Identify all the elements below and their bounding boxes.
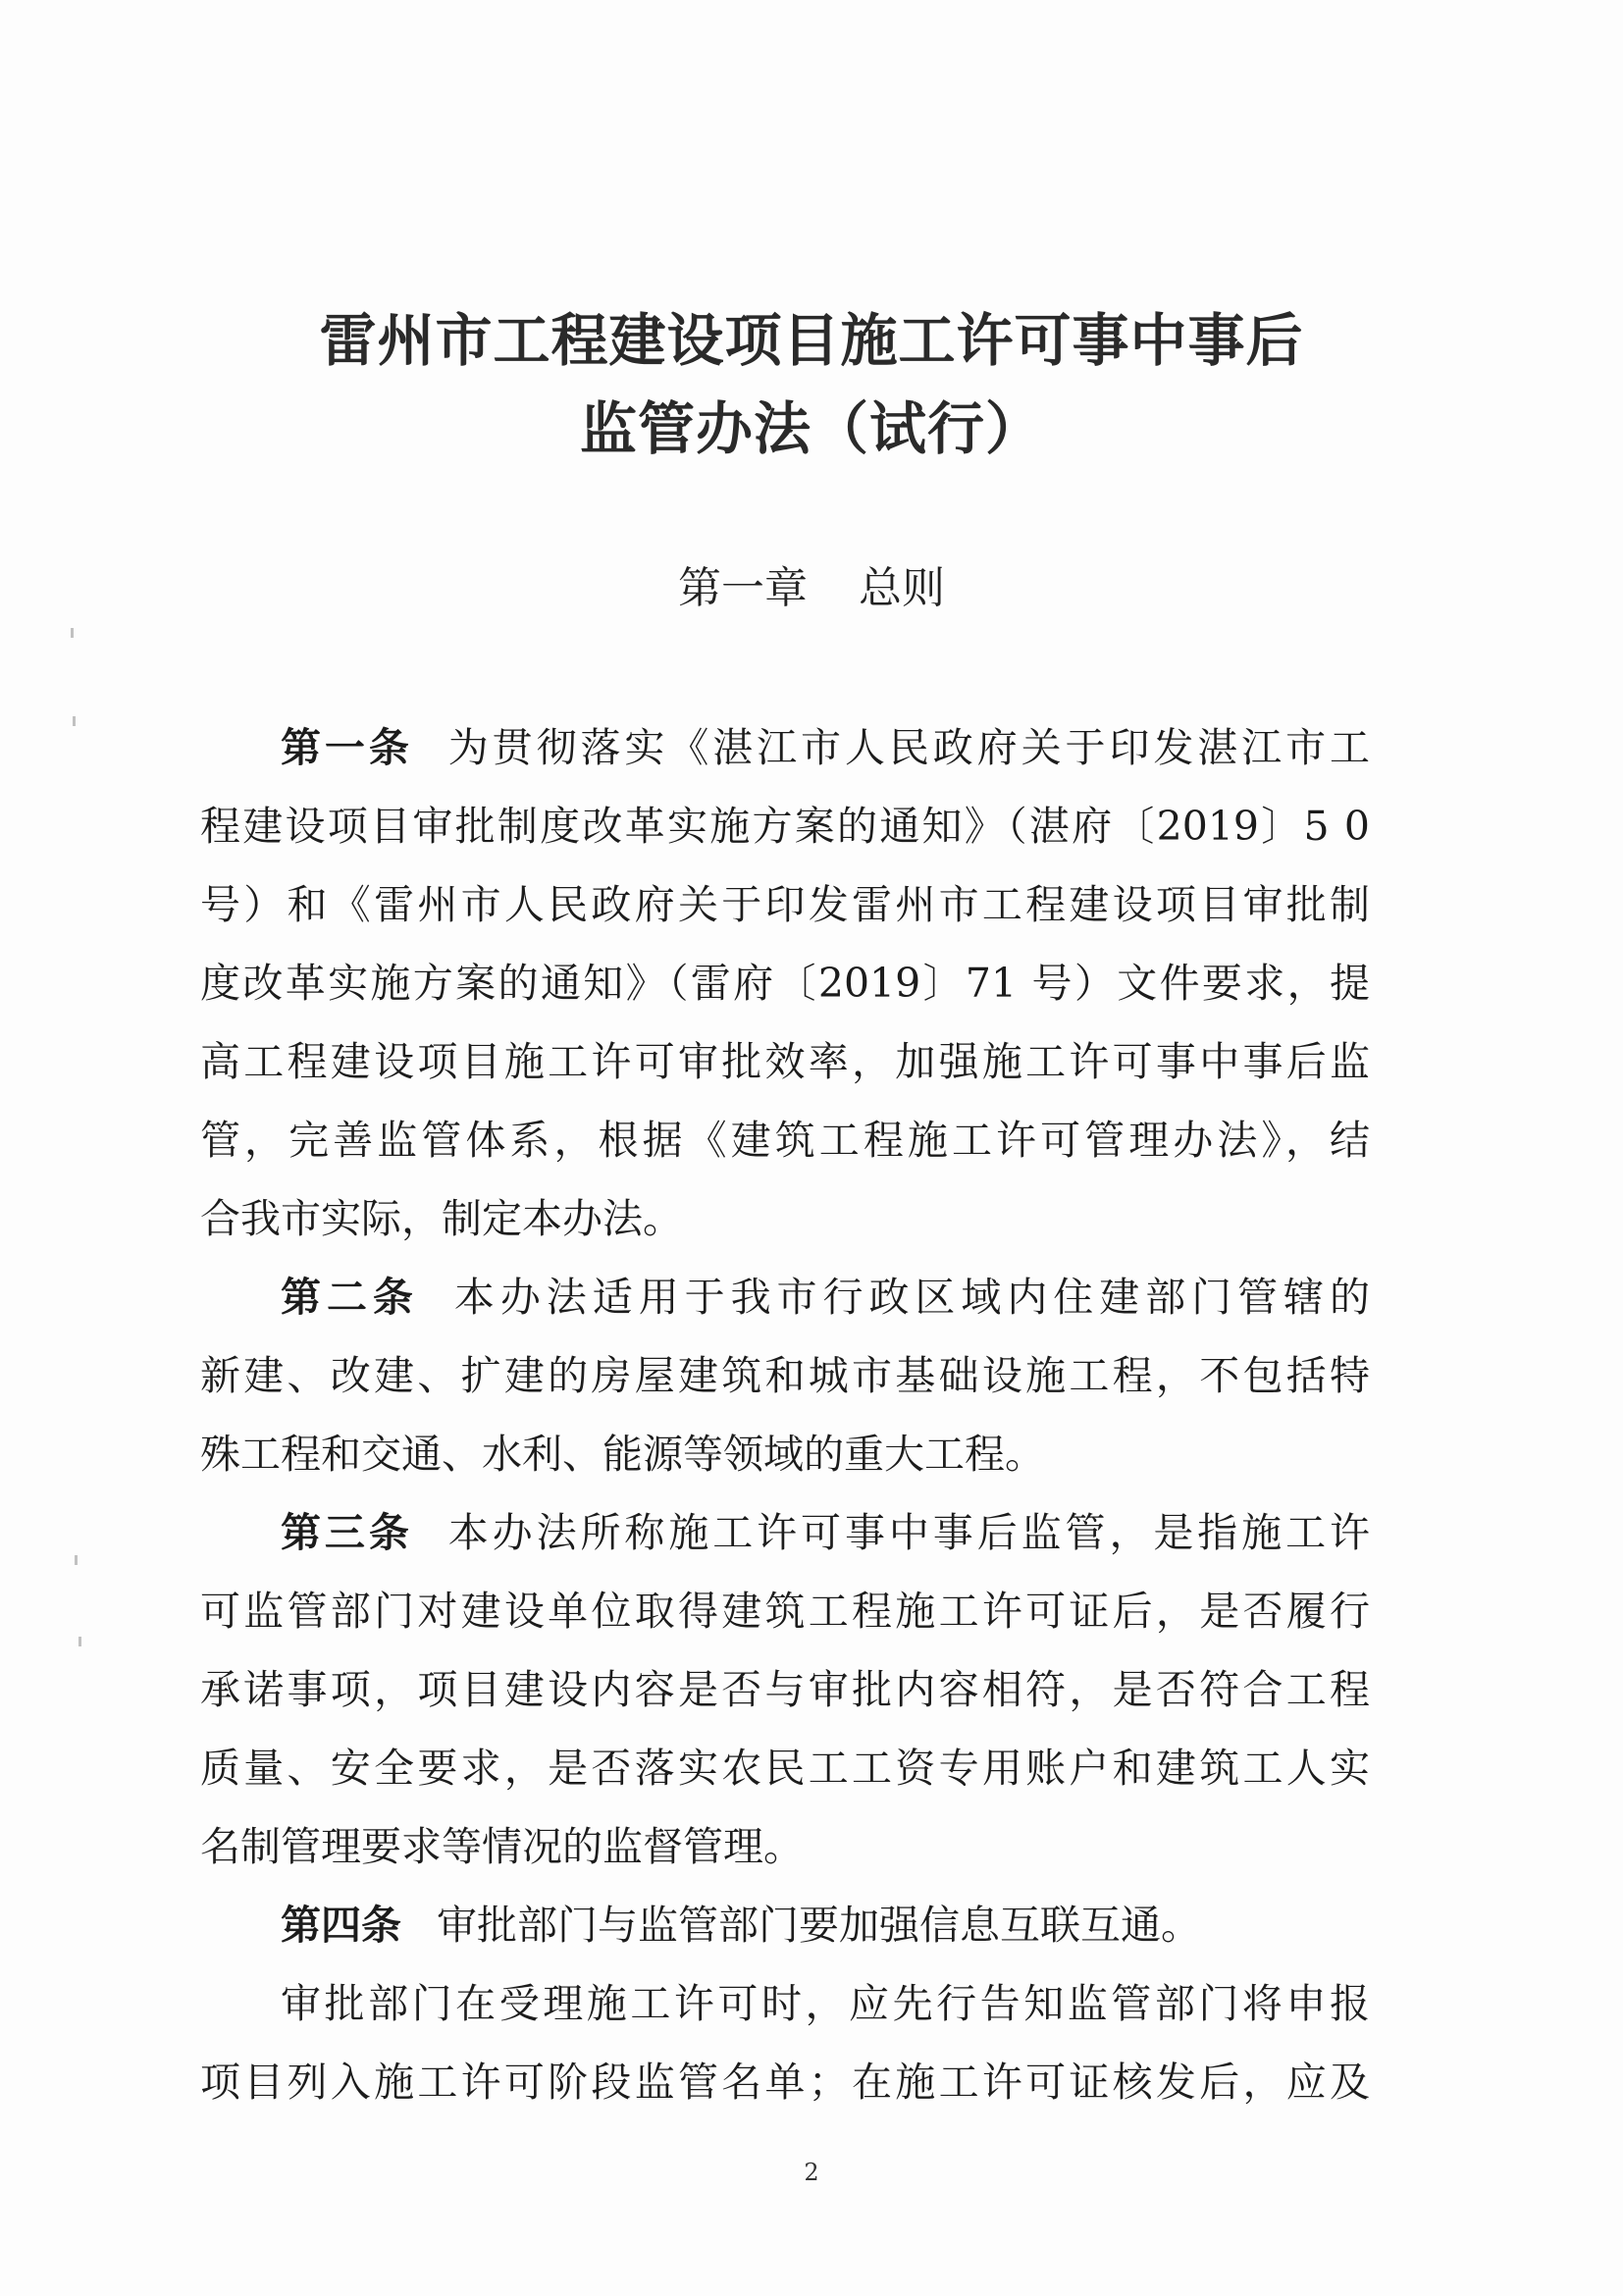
article-2-line-1	[200, 1274, 1371, 1321]
article-1-line-6: 管，完善监管体系，根据《建筑工程施工许可管理办法》，结	[200, 1117, 1370, 1164]
document-title-line-1: 雷州市工程建设项目施工许可事中事后	[319, 307, 1304, 374]
trailing-paragraph-line-1	[200, 1980, 1370, 2027]
document-title-line-2: 监管办法（试行）	[579, 395, 1043, 462]
article-1-line-5: 高工程建设项目施工许可审批效率，加强施工许可事中事后监	[200, 1038, 1370, 1085]
article-1-label: 第一条	[281, 724, 413, 771]
article-4-line-1	[200, 1902, 1370, 1949]
article-3-line-3: 承诺事项，项目建设内容是否与审批内容相符，是否符合工程	[200, 1666, 1370, 1713]
page-number: 2	[804, 2159, 819, 2186]
article-2-line-3: 殊工程和交通、水利、能源等领域的重大工程。	[200, 1431, 1045, 1478]
scan-mark	[75, 1555, 78, 1565]
article-4-text: 审批部门与监管部门要加强信息互联互通。	[437, 1902, 1201, 1949]
chapter-heading	[0, 563, 1623, 613]
article-1-line-3: 号）和《雷州市人民政府关于印发雷州市工程建设项目审批制	[200, 881, 1370, 928]
scan-mark	[79, 1637, 81, 1646]
article-3-line-2: 可监管部门对建设单位取得建筑工程施工许可证后，是否履行	[200, 1588, 1370, 1635]
article-1-line-2: 程建设项目审批制度改革实施方案的通知》（湛府〔2019〕5 0	[200, 803, 1370, 850]
article-3-line-4: 质量、安全要求，是否落实农民工工资专用账户和建筑工人实	[200, 1745, 1370, 1792]
article-1-line-4: 度改革实施方案的通知》（雷府〔2019〕71 号）文件要求，提	[200, 960, 1370, 1007]
article-4-label: 第四条	[281, 1902, 401, 1949]
trailing-paragraph-text: 审批部门在受理施工许可时，应先行告知监管部门将申报	[281, 1980, 1370, 2027]
article-1-line-7: 合我市实际，制定本办法。	[200, 1195, 683, 1242]
article-1-line-1	[200, 724, 1371, 771]
trailing-paragraph-line-2: 项目列入施工许可阶段监管名单；在施工许可证核发后，应及	[200, 2059, 1370, 2106]
chapter-label: 第一章	[678, 563, 808, 613]
chapter-name: 总则	[859, 563, 945, 613]
article-2-text: 本办法适用于我市行政区域内住建部门管辖的	[453, 1274, 1371, 1321]
article-2-line-2: 新建、改建、扩建的房屋建筑和城市基础设施工程，不包括特	[200, 1352, 1370, 1399]
article-3-label: 第三条	[281, 1509, 413, 1556]
scan-mark	[71, 628, 74, 638]
article-1-text: 为贯彻落实《湛江市人民政府关于印发湛江市工	[447, 724, 1371, 771]
article-3-line-1	[200, 1509, 1371, 1556]
scan-mark	[73, 716, 76, 726]
article-3-line-5: 名制管理要求等情况的监督管理。	[200, 1823, 804, 1870]
article-2-label: 第二条	[281, 1274, 419, 1321]
article-3-text: 本办法所称施工许可事中事后监管，是指施工许	[447, 1509, 1371, 1556]
